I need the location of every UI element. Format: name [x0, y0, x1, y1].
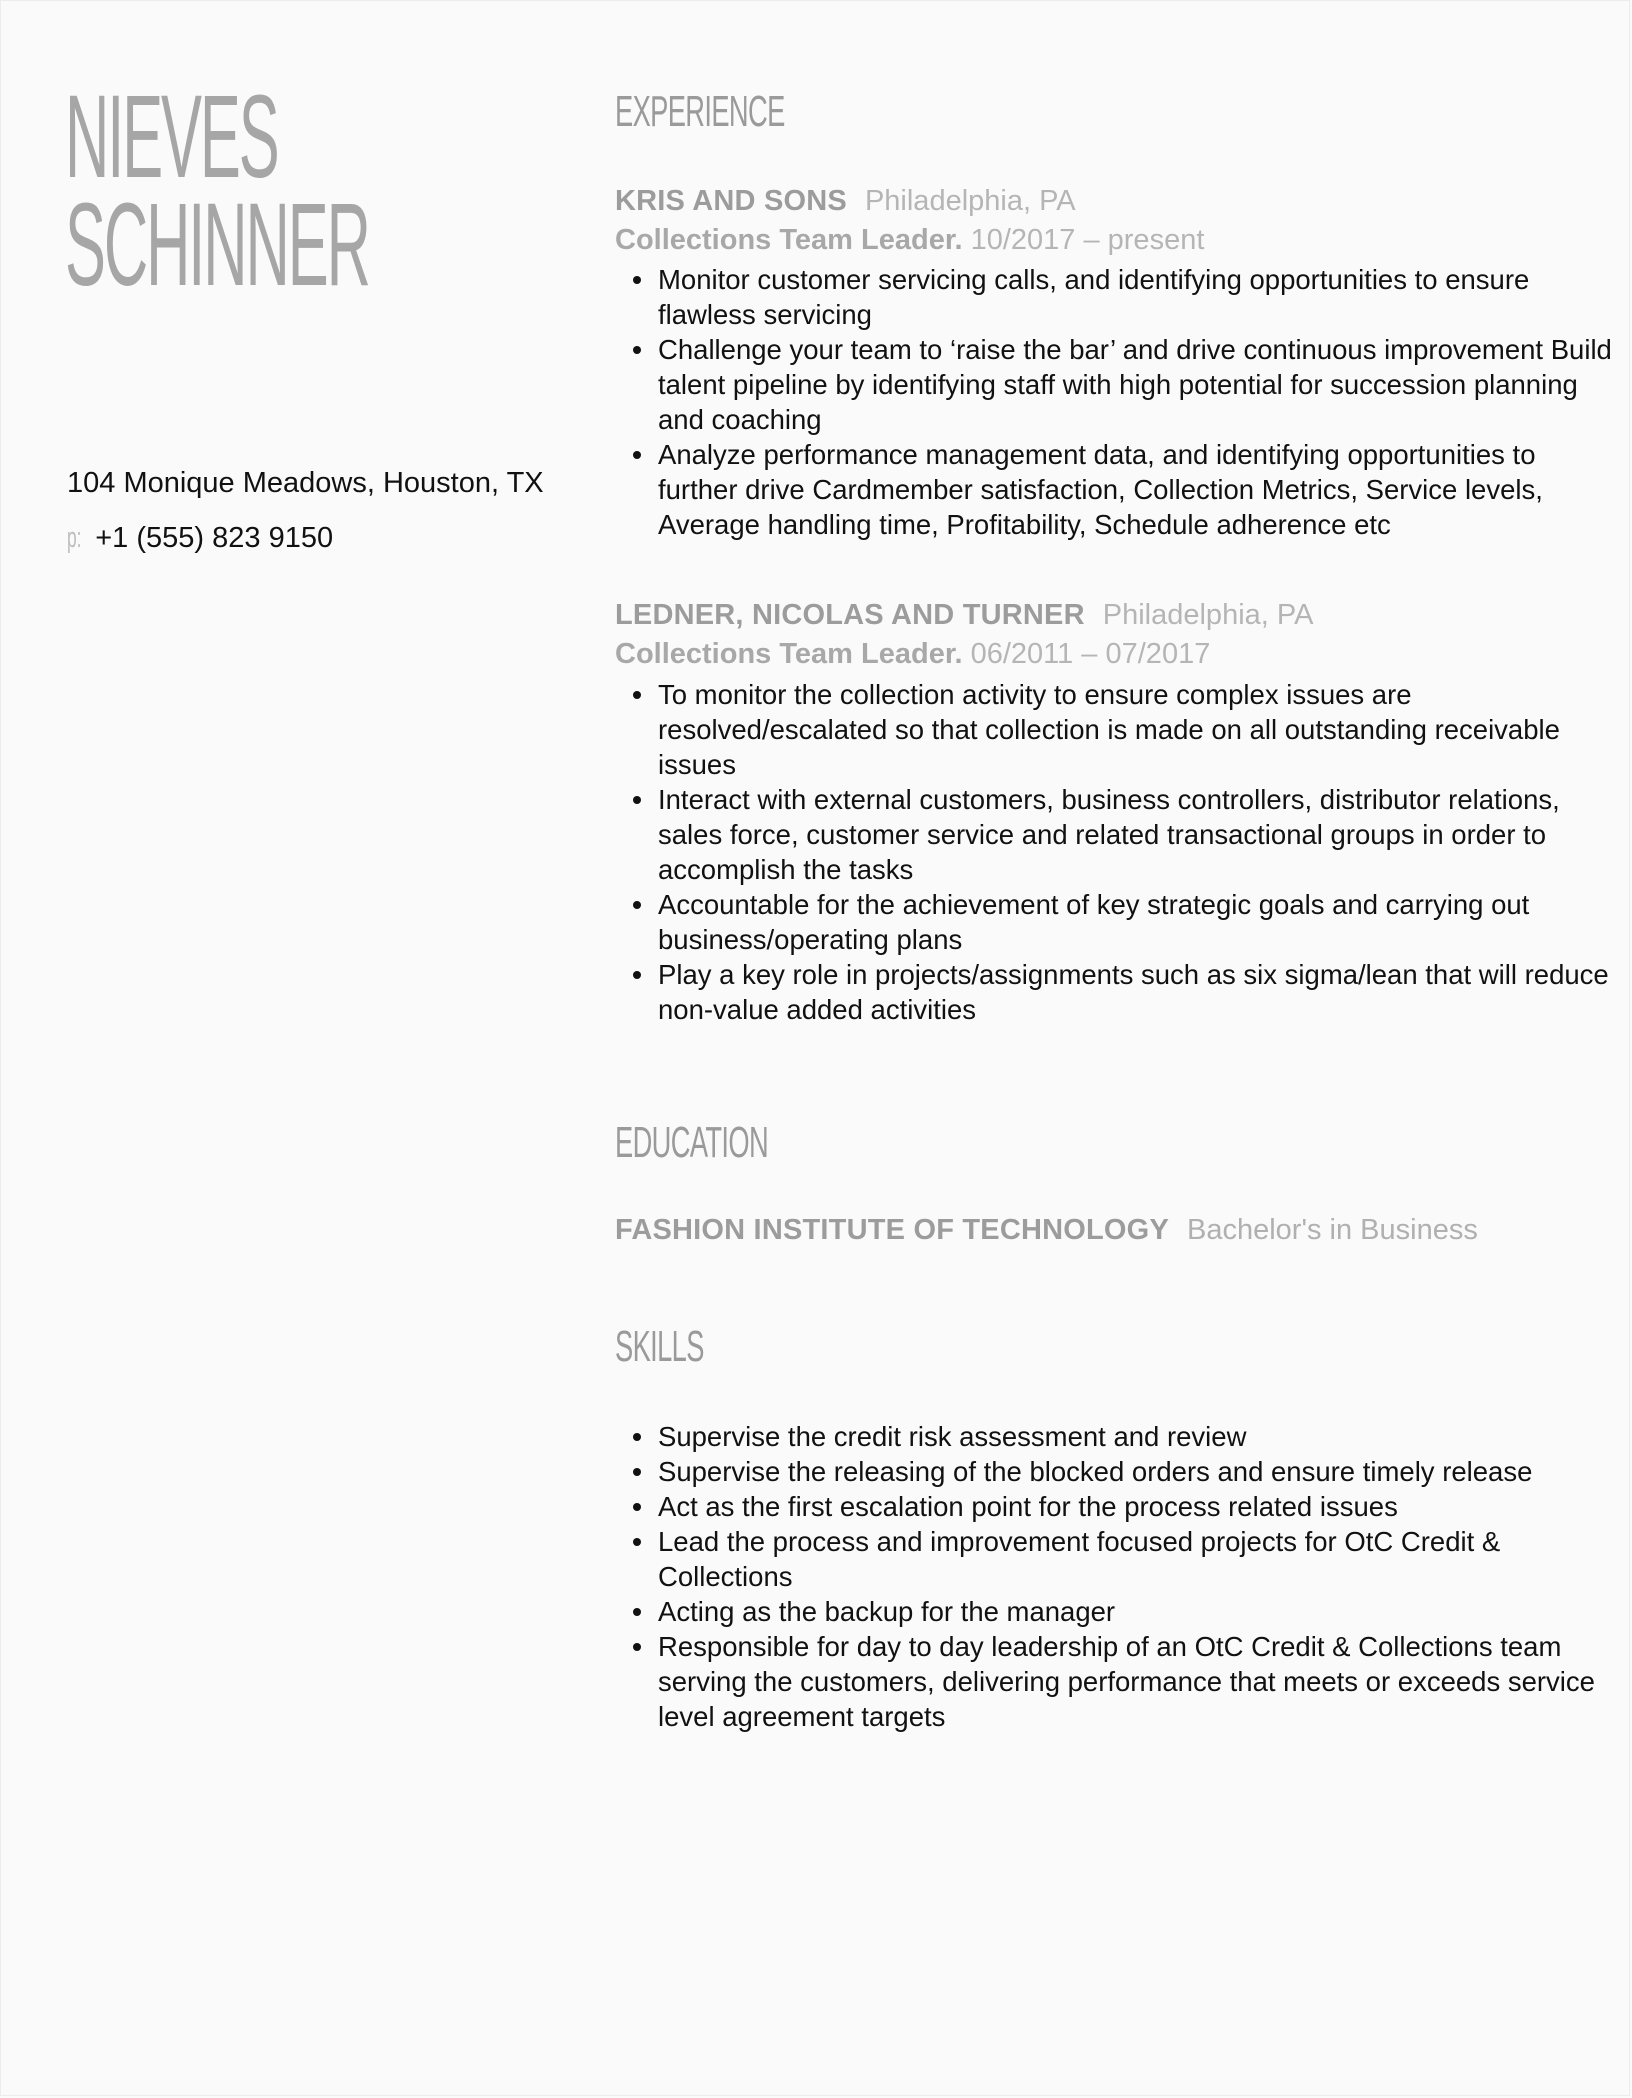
list-item: Challenge your team to ‘raise the bar’ and drive continuous improvement Build talent pipeline by identifying staff with high potential for succession planning and coaching	[658, 332, 1618, 437]
job-1-header	[615, 185, 1076, 218]
list-item: To monitor the collection activity to ensure complex issues are resolved/escalated so that collection is made on all outstanding receivable issues	[658, 677, 1618, 782]
job-2-title: Collections Team Leader.	[615, 638, 963, 670]
degree: Bachelor's in Business	[1187, 1214, 1478, 1246]
last-name: SCHINNER	[65, 179, 369, 311]
job-1-subheader	[615, 224, 1204, 257]
education-entry	[615, 1214, 1478, 1247]
list-item: Act as the first escalation point for the process related issues	[658, 1489, 1618, 1524]
list-item: Responsible for day to day leadership of an OtC Credit & Collections team serving the customers, delivering performance that meets or exceeds service level agreement targets	[658, 1629, 1618, 1734]
job-2-location: Philadelphia, PA	[1102, 599, 1314, 631]
job-2-header	[615, 599, 1313, 632]
list-item: Accountable for the achievement of key strategic goals and carrying out business/operating plans	[658, 887, 1618, 957]
job-1-dates: 10/2017 – present	[970, 224, 1205, 256]
job-2-subheader	[615, 638, 1210, 671]
phone-number: +1 (555) 823 9150	[95, 522, 334, 554]
skills-list	[615, 1419, 1618, 1734]
first-name: NIEVES	[65, 71, 278, 203]
list-item: Supervise the releasing of the blocked orders and ensure timely release	[658, 1454, 1618, 1489]
job-2-company: LEDNER, NICOLAS AND TURNER	[615, 599, 1085, 631]
skills-heading: SKILLS	[615, 1322, 704, 1371]
list-item: Play a key role in projects/assignments such as six sigma/lean that will reduce non-value added activities	[658, 957, 1618, 1027]
list-item: Interact with external customers, business controllers, distributor relations, sales force, customer service and related transactional groups in order to accomplish the tasks	[658, 782, 1618, 887]
phone-row	[67, 522, 333, 555]
list-item: Monitor customer servicing calls, and identifying opportunities to ensure flawless servicing	[658, 262, 1618, 332]
job-1-bullets	[615, 262, 1618, 542]
job-2-bullets	[615, 677, 1618, 1027]
school-name: FASHION INSTITUTE OF TECHNOLOGY	[615, 1214, 1169, 1246]
job-1-company: KRIS AND SONS	[615, 185, 847, 217]
list-item: Acting as the backup for the manager	[658, 1594, 1618, 1629]
experience-heading: EXPERIENCE	[615, 87, 785, 136]
list-item: Lead the process and improvement focused projects for OtC Credit & Collections	[658, 1524, 1618, 1594]
job-2-dates: 06/2011 – 07/2017	[970, 638, 1211, 670]
list-item: Supervise the credit risk assessment and review	[658, 1419, 1618, 1454]
list-item: Analyze performance management data, and identifying opportunities to further drive Cardmember satisfaction, Collection Metrics, Service levels, Average handling time, Profitability, Schedule adherence etc	[658, 437, 1618, 542]
job-1-title: Collections Team Leader.	[615, 224, 963, 256]
education-heading: EDUCATION	[615, 1118, 769, 1167]
address: 104 Monique Meadows, Houston, TX	[67, 467, 544, 499]
candidate-name	[65, 71, 369, 311]
job-1-location: Philadelphia, PA	[864, 185, 1076, 217]
phone-prefix: p:	[67, 522, 82, 554]
